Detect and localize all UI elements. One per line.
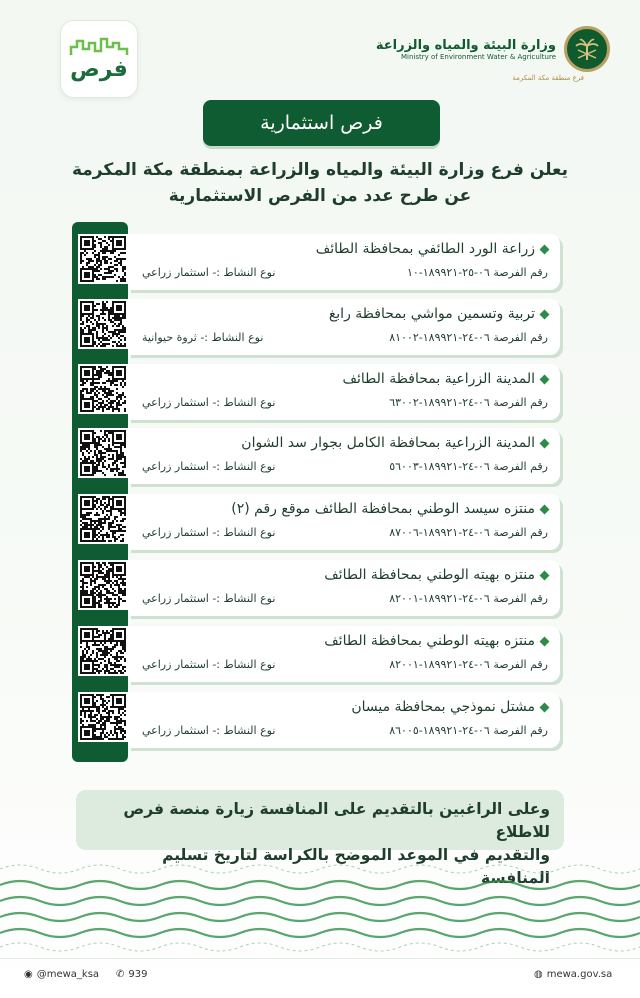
opportunity-number: رقم الفرصة ٠٦-٢٤-١٨٩٩٢١-٨٧٠٠٦ xyxy=(389,526,548,539)
phone-number[interactable] xyxy=(116,969,147,980)
social-handle-text: @mewa_ksa xyxy=(36,969,100,980)
opportunity-number: رقم الفرصة ٠٦-٢٤-١٨٩٩٢١-٨٦٠٠٥ xyxy=(389,724,548,737)
opportunity-title: زراعة الورد الطائفي بمحافظة الطائف xyxy=(315,241,535,257)
qr-code-icon[interactable] xyxy=(78,626,128,676)
qr-code-icon[interactable] xyxy=(78,234,128,284)
phone-text: 939 xyxy=(128,969,148,980)
announcement-line-2: عن طرح عدد من الفرص الاستثمارية xyxy=(168,186,472,206)
footer-note xyxy=(76,790,564,887)
opportunity-activity: نوع النشاط :- استثمار زراعي xyxy=(142,396,276,409)
social-handle[interactable] xyxy=(24,969,99,980)
skyline-icon xyxy=(69,37,129,57)
ministry-logo xyxy=(376,26,610,72)
app-name: فرص xyxy=(70,57,128,82)
bullet-icon xyxy=(540,570,550,580)
qr-code-icon[interactable] xyxy=(78,560,128,610)
opportunity-number: رقم الفرصة ٠٦-٢٤-١٨٩٩٢١-٦٣٠٠٢ xyxy=(389,396,548,409)
qr-code-icon[interactable] xyxy=(78,494,128,544)
opportunity-title: تربية وتسمين مواشي بمحافظة رابغ xyxy=(328,306,535,322)
opportunity-activity: نوع النشاط :- استثمار زراعي xyxy=(142,526,276,539)
opportunity-title: منتزه بهيته الوطني بمحافظة الطائف xyxy=(324,633,535,649)
website-text: mewa.gov.sa xyxy=(546,969,613,980)
bullet-icon xyxy=(540,636,550,646)
opportunity-activity: نوع النشاط :- استثمار زراعي xyxy=(142,592,276,605)
opportunity-card[interactable] xyxy=(128,494,560,550)
qr-code-icon[interactable] xyxy=(78,299,128,349)
opportunity-activity: نوع النشاط :- ثروة حيوانية xyxy=(142,331,264,344)
opportunity-number: رقم الفرصة ٠٦-٢٥-١٨٩٩٢١-١٠ xyxy=(406,266,548,279)
opportunity-number: رقم الفرصة ٠٦-٢٤-١٨٩٩٢١-٨٢٠٠١ xyxy=(389,592,548,605)
opportunity-card[interactable] xyxy=(128,626,560,682)
opportunity-title: مشتل نموذجي بمحافظة ميسان xyxy=(351,699,535,715)
bullet-icon xyxy=(540,244,550,254)
bullet-icon xyxy=(540,309,550,319)
opportunity-activity: نوع النشاط :- استثمار زراعي xyxy=(142,266,276,279)
header xyxy=(0,0,640,100)
opportunity-title: المدينة الزراعية بمحافظة الطائف xyxy=(342,371,535,387)
bottom-bar xyxy=(0,958,640,998)
opportunity-card[interactable] xyxy=(128,299,560,355)
opportunity-title: منتزه بهيته الوطني بمحافظة الطائف xyxy=(324,567,535,583)
opportunity-activity: نوع النشاط :- استثمار زراعي xyxy=(142,724,276,737)
ministry-name-en: Ministry of Environment Water & Agriculture xyxy=(401,52,556,61)
opportunity-number: رقم الفرصة ٠٦-٢٤-١٨٩٩٢١-٨١٠٠٢ xyxy=(389,331,548,344)
decorative-waves xyxy=(0,855,640,955)
footer-note-line-1: وعلى الراغبين بالتقديم على المنافسة زيارة منصة فرص للاطلاع xyxy=(123,800,550,841)
phone-icon: ✆ xyxy=(116,969,125,980)
ministry-name-ar: وزارة البيئة والمياه والزراعة xyxy=(375,37,556,53)
opportunity-title: المدينة الزراعية بمحافظة الكامل بجوار سد الشوان xyxy=(241,435,535,451)
bullet-icon xyxy=(540,504,550,514)
page-title: فرص استثمارية xyxy=(203,100,440,146)
branch-name: فرع منطقة مكة المكرمة xyxy=(512,74,584,82)
qr-code-icon[interactable] xyxy=(78,428,128,478)
qr-code-icon[interactable] xyxy=(78,692,128,742)
opportunity-card[interactable] xyxy=(128,234,560,290)
palm-emblem-icon xyxy=(564,26,610,72)
opportunity-number: رقم الفرصة ٠٦-٢٤-١٨٩٩٢١-٨٢٠٠١ xyxy=(389,658,548,671)
bullet-icon xyxy=(540,374,550,384)
website-link[interactable] xyxy=(534,969,612,980)
qr-code-icon[interactable] xyxy=(78,364,128,414)
opportunity-card[interactable] xyxy=(128,364,560,420)
footer-note-line-2: والتقديم في الموعد الموضح بالكراسة لتاريخ تسليم المنافسة xyxy=(162,846,550,887)
opportunity-title: منتزه سيسد الوطني بمحافظة الطائف موقع رقم (٢) xyxy=(231,501,535,517)
opportunity-number: رقم الفرصة ٠٦-٢٤-١٨٩٩٢١-٥٦٠٠٣ xyxy=(389,460,548,473)
opportunity-card[interactable] xyxy=(128,428,560,484)
bullet-icon xyxy=(540,702,550,712)
opportunity-activity: نوع النشاط :- استثمار زراعي xyxy=(142,460,276,473)
announcement-line-1: يعلن فرع وزارة البيئة والمياه والزراعة بمنطقة مكة المكرمة xyxy=(71,160,569,180)
globe-icon: ◍ xyxy=(534,969,543,980)
at-icon: ◉ xyxy=(24,969,33,980)
bullet-icon xyxy=(540,438,550,448)
app-logo[interactable] xyxy=(60,20,138,98)
opportunity-card[interactable] xyxy=(128,692,560,748)
opportunity-activity: نوع النشاط :- استثمار زراعي xyxy=(142,658,276,671)
opportunity-card[interactable] xyxy=(128,560,560,616)
